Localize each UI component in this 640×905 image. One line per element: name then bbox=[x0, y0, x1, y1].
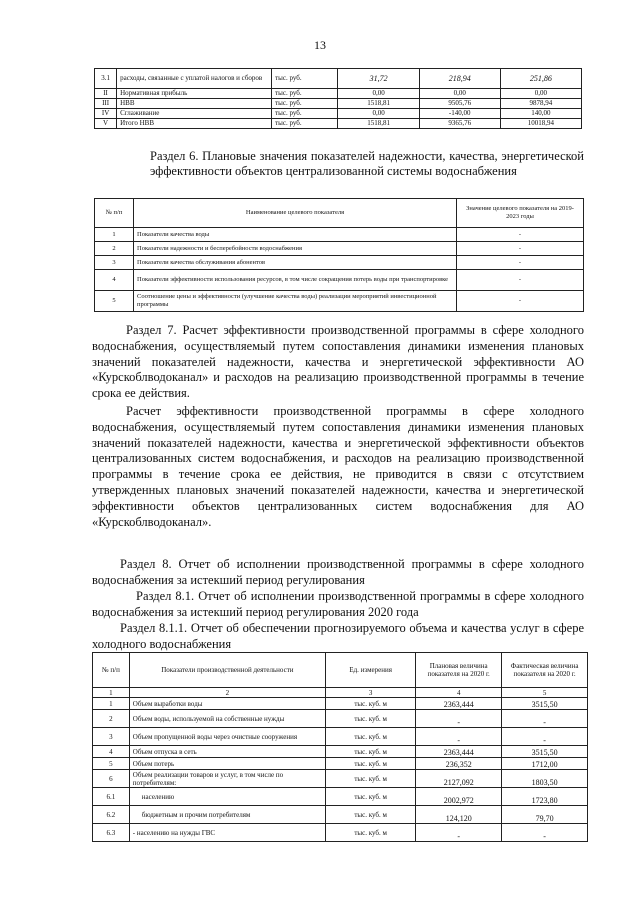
table-row bbox=[93, 710, 588, 728]
fact-value: 79,70 bbox=[502, 806, 588, 824]
value-cell: - bbox=[457, 256, 584, 270]
production-report-table bbox=[92, 652, 588, 842]
table-row bbox=[93, 746, 588, 758]
fact-value: - bbox=[502, 824, 588, 842]
row-unit: тыс. руб. bbox=[272, 69, 338, 89]
table-row bbox=[95, 270, 584, 291]
value-cell: 10018,94 bbox=[500, 119, 581, 129]
fact-value: 1712,00 bbox=[502, 758, 588, 770]
row-unit: тыс. куб. м bbox=[325, 746, 415, 758]
row-number: 1 bbox=[93, 698, 130, 710]
value-cell: 31,72 bbox=[338, 69, 419, 89]
row-name: бюджетным и прочим потребителям bbox=[129, 806, 325, 824]
table-row bbox=[93, 698, 588, 710]
row-number: 5 bbox=[95, 291, 134, 312]
row-number: 4 bbox=[93, 746, 130, 758]
row-unit: тыс. куб. м bbox=[325, 710, 415, 728]
column-number: 5 bbox=[502, 688, 588, 698]
fact-value: - bbox=[502, 710, 588, 728]
row-number: 6.1 bbox=[93, 788, 130, 806]
table-row bbox=[95, 119, 582, 129]
row-name: Объем реализации товаров и услуг, в том числе по потребителям: bbox=[129, 770, 325, 788]
plan-value: 2363,444 bbox=[416, 746, 502, 758]
column-number: 2 bbox=[129, 688, 325, 698]
row-unit: тыс. куб. м bbox=[325, 698, 415, 710]
table-row bbox=[93, 770, 588, 788]
fact-value: 1723,80 bbox=[502, 788, 588, 806]
plan-value: 2002,972 bbox=[416, 788, 502, 806]
row-number: 2 bbox=[95, 242, 134, 256]
column-header: Ед. измерения bbox=[325, 653, 415, 688]
page-number: 13 bbox=[314, 38, 326, 52]
section-6-title: Раздел 6. Плановые значения показателей надежности, качества, энергетической эффективности объектов централизованной системы водоснабжения bbox=[150, 149, 584, 178]
row-unit: тыс. руб. bbox=[272, 89, 338, 99]
row-name: Объем отпуска в сеть bbox=[129, 746, 325, 758]
value-cell: 0,00 bbox=[500, 89, 581, 99]
table-header-row bbox=[95, 199, 584, 228]
row-number: 5 bbox=[93, 758, 130, 770]
plan-value: 124,120 bbox=[416, 806, 502, 824]
value-cell: 9878,94 bbox=[500, 99, 581, 109]
row-name: Показатели надежности и бесперебойности водоснабжения bbox=[134, 242, 457, 256]
table-row bbox=[95, 228, 584, 242]
row-number: 1 bbox=[95, 228, 134, 242]
row-unit: тыс. куб. м bbox=[325, 806, 415, 824]
table-row bbox=[95, 69, 582, 89]
row-number: 6.3 bbox=[93, 824, 130, 842]
value-cell: 9505,76 bbox=[419, 99, 500, 109]
row-name: НВВ bbox=[117, 99, 272, 109]
column-header: Фактическая величина показателя на 2020 г. bbox=[502, 653, 588, 688]
row-unit: тыс. руб. bbox=[272, 99, 338, 109]
row-name: Показатели качества воды bbox=[134, 228, 457, 242]
table-row bbox=[95, 256, 584, 270]
column-number: 1 bbox=[93, 688, 130, 698]
column-header: Плановая величина показателя на 2020 г. bbox=[416, 653, 502, 688]
row-name: Показатели эффективности использования ресурсов, в том числе сокращения потерь воды при транспортировке bbox=[134, 270, 457, 291]
value-cell: 1518,81 bbox=[338, 119, 419, 129]
fact-value: 3515,50 bbox=[502, 698, 588, 710]
table-row bbox=[93, 728, 588, 746]
value-cell: -140,00 bbox=[419, 109, 500, 119]
table-row bbox=[93, 788, 588, 806]
fact-value: 1803,50 bbox=[502, 770, 588, 788]
plan-value: - bbox=[416, 728, 502, 746]
row-unit: тыс. руб. bbox=[272, 109, 338, 119]
row-number: 3 bbox=[93, 728, 130, 746]
row-number: 6.2 bbox=[93, 806, 130, 824]
row-number: 3 bbox=[95, 256, 134, 270]
row-name: Нормативная прибыль bbox=[117, 89, 272, 99]
plan-value: - bbox=[416, 710, 502, 728]
table-row bbox=[93, 824, 588, 842]
row-name: Соотношение цены и эффективности (улучшение качества воды) реализации мероприятий инвестиционной программы bbox=[134, 291, 457, 312]
row-number: 3.1 bbox=[95, 69, 117, 89]
value-cell: 0,00 bbox=[338, 89, 419, 99]
table-header-row bbox=[93, 653, 588, 688]
section-7-paragraph: Раздел 7. Расчет эффективности производственной программы в сфере холодного водоснабжения, осуществляемый путем сопоставления динамики изменения плановых значений показателей надежности, качества и энергетической эффективности АО «Курскоблводоканал» и расходов на реализацию производственной программы в течение срока ее действия. bbox=[92, 323, 584, 401]
row-unit: тыс. куб. м bbox=[325, 728, 415, 746]
row-name: Объем потерь bbox=[129, 758, 325, 770]
budget-table bbox=[94, 68, 582, 129]
value-cell: 251,86 bbox=[500, 69, 581, 89]
column-number: 3 bbox=[325, 688, 415, 698]
row-name: Объем пропущенной воды через очистные сооружения bbox=[129, 728, 325, 746]
row-name: Объем воды, используемой на собственные нужды bbox=[129, 710, 325, 728]
column-header: № п/п bbox=[93, 653, 130, 688]
row-number: III bbox=[95, 99, 117, 109]
table-row bbox=[95, 109, 582, 119]
column-number-row bbox=[93, 688, 588, 698]
value-cell: - bbox=[457, 291, 584, 312]
table-row bbox=[95, 291, 584, 312]
column-number: 4 bbox=[416, 688, 502, 698]
fact-value: - bbox=[502, 728, 588, 746]
row-number: 2 bbox=[93, 710, 130, 728]
plan-value: 236,352 bbox=[416, 758, 502, 770]
section-7-paragraph-2: Расчет эффективности производственной программы в сфере холодного водоснабжения, осуществляемый путем сопоставления динамики изменения плановых значений показателей надежности, качества и энергетической эффективности объектов централизованных систем водоснабжения, и расходов на реализацию производственной программы в течение срока ее действия, не приводится в связи с отсутствием утвержденных плановых значений показателей надежности, качества и энергетической эффективности объектов централизованных систем водоснабжения для АО «Курскоблводоканал». bbox=[92, 404, 584, 529]
row-unit: тыс. руб. bbox=[272, 119, 338, 129]
row-name: Сглаживание bbox=[117, 109, 272, 119]
value-cell: - bbox=[457, 242, 584, 256]
row-name: населению bbox=[129, 788, 325, 806]
value-cell: 140,00 bbox=[500, 109, 581, 119]
value-cell: 1518,81 bbox=[338, 99, 419, 109]
value-cell: 218,94 bbox=[419, 69, 500, 89]
value-cell: - bbox=[457, 270, 584, 291]
row-number: IV bbox=[95, 109, 117, 119]
row-number: II bbox=[95, 89, 117, 99]
row-unit: тыс. куб. м bbox=[325, 788, 415, 806]
column-header: Наименование целевого показателя bbox=[134, 199, 457, 228]
row-number: V bbox=[95, 119, 117, 129]
value-cell: 0,00 bbox=[338, 109, 419, 119]
section-8-1-heading: Раздел 8.1. Отчет об исполнении производственной программы в сфере холодного водоснабжения за истекший период регулирования 2020 года bbox=[92, 589, 584, 619]
table-row bbox=[95, 89, 582, 99]
table-row bbox=[93, 806, 588, 824]
section-8-1-1-heading: Раздел 8.1.1. Отчет об обеспечении прогнозируемого объема и качества услуг в сфере холодного водоснабжения bbox=[92, 621, 584, 651]
target-indicators-table bbox=[94, 198, 584, 312]
column-header: № п/п bbox=[95, 199, 134, 228]
row-name: Объем выработки воды bbox=[129, 698, 325, 710]
value-cell: 0,00 bbox=[419, 89, 500, 99]
section-8-heading: Раздел 8. Отчет об исполнении производственной программы в сфере холодного водоснабжения за истекший период регулирования bbox=[92, 557, 584, 587]
row-name: расходы, связанные с уплатой налогов и сборов bbox=[117, 69, 272, 89]
plan-value: 2127,092 bbox=[416, 770, 502, 788]
section-6-heading bbox=[92, 149, 584, 179]
row-name: Итого НВВ bbox=[117, 119, 272, 129]
value-cell: - bbox=[457, 228, 584, 242]
table-row bbox=[95, 242, 584, 256]
plan-value: 2363,444 bbox=[416, 698, 502, 710]
plan-value: - bbox=[416, 824, 502, 842]
row-unit: тыс. куб. м bbox=[325, 758, 415, 770]
row-number: 6 bbox=[93, 770, 130, 788]
table-row bbox=[93, 758, 588, 770]
column-header: Показатели производственной деятельности bbox=[129, 653, 325, 688]
fact-value: 3515,50 bbox=[502, 746, 588, 758]
row-number: 4 bbox=[95, 270, 134, 291]
column-header: Значение целевого показателя на 2019-2023 годы bbox=[457, 199, 584, 228]
value-cell: 9365,76 bbox=[419, 119, 500, 129]
row-unit: тыс. куб. м bbox=[325, 824, 415, 842]
table-row bbox=[95, 99, 582, 109]
row-name: - населению на нужды ГВС bbox=[129, 824, 325, 842]
row-unit: тыс. куб. м bbox=[325, 770, 415, 788]
row-name: Показатели качества обслуживания абонентов bbox=[134, 256, 457, 270]
